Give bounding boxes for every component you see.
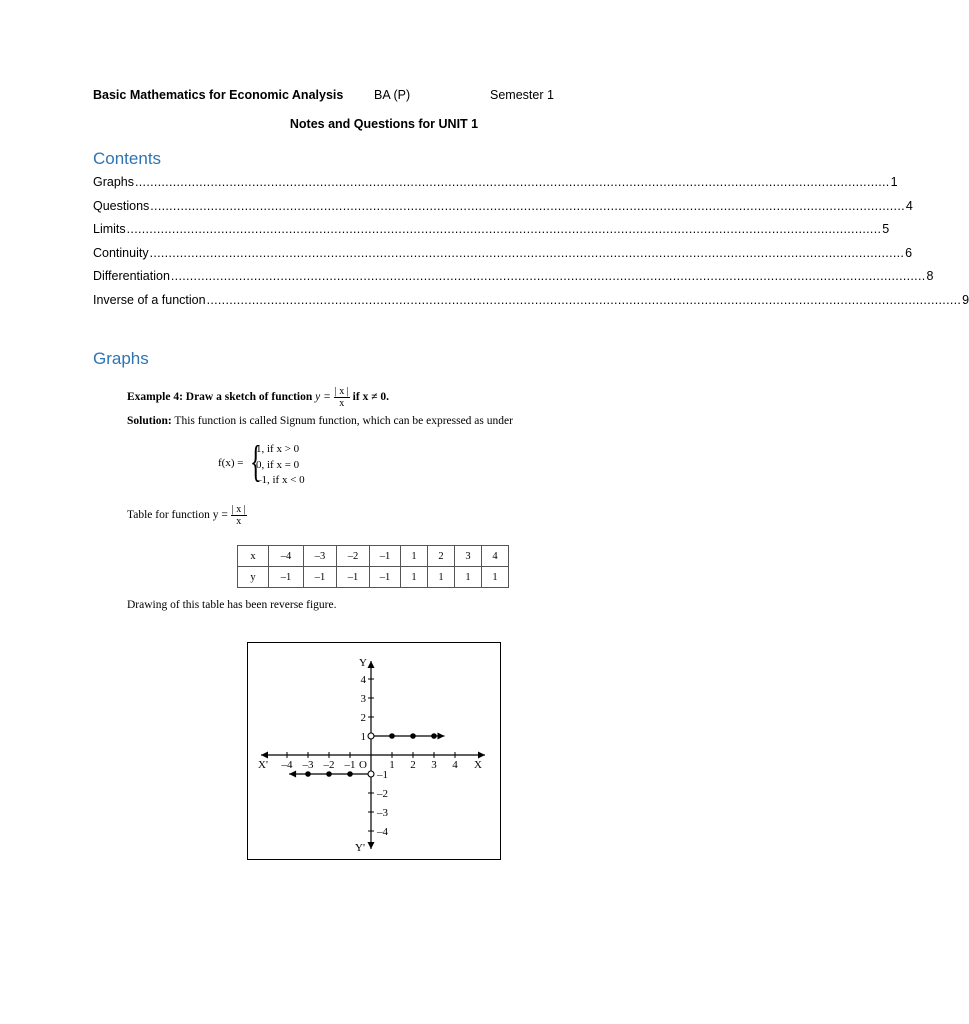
table-cell: –1 — [304, 567, 337, 588]
toc-label[interactable]: Continuity — [93, 245, 149, 260]
signum-graph — [248, 643, 500, 859]
document-subtitle: Notes and Questions for UNIT 1 — [289, 117, 479, 131]
table-cell: –1 — [370, 567, 401, 588]
toc-page[interactable]: 4 — [905, 198, 913, 213]
case-negative: –1, if x < 0 — [256, 474, 305, 486]
toc-page[interactable]: 1 — [890, 175, 898, 189]
brace-glyph: { — [250, 437, 262, 486]
open-point — [368, 771, 374, 777]
toc-page[interactable]: 5 — [882, 222, 890, 237]
fraction-numerator: | x | — [231, 504, 246, 515]
y-equals: y = — [315, 391, 331, 404]
solution-label: Solution: — [127, 415, 172, 427]
table-cell: 1 — [401, 567, 428, 588]
toc-entry-questions[interactable] — [93, 198, 913, 223]
data-point — [410, 733, 416, 739]
table-cell: 1 — [401, 546, 428, 567]
table-row-x — [238, 546, 509, 567]
table-cell: 1 — [482, 567, 509, 588]
x-tick-label: –3 — [302, 759, 314, 771]
table-caption-fraction — [231, 504, 247, 527]
case-zero: 0, if x = 0 — [256, 458, 300, 471]
x-axis-neg-label: X' — [258, 759, 268, 771]
x-tick-label: 3 — [431, 759, 437, 771]
y-axis-label: Y — [359, 657, 367, 669]
solution-text: This function is called Signum function, which can be expressed as under — [174, 415, 513, 427]
series-arrow — [438, 733, 445, 740]
table-header-x: x — [238, 546, 269, 567]
y-axis-neg-label: Y' — [355, 842, 365, 854]
example-statement — [127, 386, 389, 409]
data-point — [326, 771, 332, 777]
toc-leader: ........................................................................................................................................................................................................ — [126, 222, 882, 237]
toc-page[interactable]: 6 — [905, 245, 913, 260]
data-point — [347, 771, 353, 777]
data-point — [305, 771, 311, 777]
origin-label: O — [359, 759, 367, 771]
series-arrow — [289, 771, 296, 778]
x-tick-label: 1 — [389, 759, 395, 771]
open-point — [368, 733, 374, 739]
toc-page[interactable]: 8 — [926, 269, 934, 284]
toc-entry-limits[interactable] — [93, 222, 890, 246]
table-cell: –1 — [370, 546, 401, 567]
table-cell: 1 — [455, 567, 482, 588]
table-caption — [127, 504, 247, 527]
table-cell: –3 — [304, 546, 337, 567]
example-condition: if x ≠ 0. — [352, 391, 390, 404]
data-point — [389, 733, 395, 739]
table-cell: 2 — [428, 546, 455, 567]
table-cell: –2 — [337, 546, 370, 567]
case-positive: 1, if x > 0 — [256, 443, 300, 455]
signum-graph-figure — [247, 642, 501, 860]
x-axis-label: X — [474, 759, 482, 771]
data-point — [431, 733, 437, 739]
toc-leader: ........................................................................................................................................................................................................ — [135, 175, 890, 189]
toc-entry-graphs[interactable] — [93, 175, 898, 199]
toc-page[interactable]: 9 — [962, 292, 969, 307]
table-of-contents — [93, 175, 969, 317]
y-tick-label: –1 — [377, 769, 388, 781]
table-header-y: y — [238, 567, 269, 588]
graphs-heading: Graphs — [93, 349, 149, 368]
table-cell: 4 — [482, 546, 509, 567]
y-tick-label: –2 — [377, 788, 388, 800]
toc-label[interactable]: Limits — [93, 222, 126, 237]
fraction-denominator: x — [339, 398, 345, 409]
toc-entry-inverse[interactable] — [93, 292, 969, 317]
y-tick-label: 1 — [360, 731, 366, 743]
x-tick-label: –4 — [281, 759, 293, 771]
contents-heading: Contents — [93, 149, 162, 168]
example-label: Example 4: Draw a sketch of function — [127, 391, 313, 404]
y-tick-label: –4 — [377, 826, 388, 838]
fraction-denominator: x — [236, 516, 242, 527]
course-title: Basic Mathematics for Economic Analysis — [93, 88, 344, 102]
fx-label: f(x) = — [218, 457, 244, 469]
toc-leader: ........................................................................................................................................................................................................ — [150, 198, 905, 213]
toc-label[interactable]: Inverse of a function — [93, 292, 206, 307]
abs-x-over-x-fraction — [334, 386, 350, 409]
y-tick-label: 2 — [360, 712, 366, 724]
y-axis-arrow-down — [368, 842, 375, 849]
toc-leader: ........................................................................................................................................................................................................ — [149, 245, 905, 260]
toc-label[interactable]: Differentiation — [93, 269, 170, 284]
x-tick-label: –1 — [344, 759, 356, 771]
toc-label[interactable]: Questions — [93, 198, 150, 213]
piecewise-cases — [256, 442, 305, 489]
x-axis-arrow-left — [261, 752, 268, 759]
toc-leader: ........................................................................................................................................................................................................ — [206, 292, 962, 307]
y-tick-label: 4 — [360, 674, 366, 686]
x-tick-label: 4 — [452, 759, 458, 771]
table-cell: –1 — [269, 567, 304, 588]
toc-entry-differentiation[interactable] — [93, 269, 934, 293]
fraction-numerator: | x | — [334, 386, 349, 397]
table-row-y — [238, 567, 509, 588]
y-tick-label: 3 — [360, 693, 366, 705]
solution-paragraph — [127, 415, 513, 427]
y-tick-label: –3 — [377, 807, 388, 819]
toc-leader: ........................................................................................................................................................................................................ — [170, 269, 926, 284]
table-caption-text: Table for function y = — [127, 509, 228, 522]
x-tick-label: 2 — [410, 759, 416, 771]
toc-entry-continuity[interactable] — [93, 245, 913, 270]
table-cell: 3 — [455, 546, 482, 567]
table-cell: –4 — [269, 546, 304, 567]
table-cell: –1 — [337, 567, 370, 588]
x-axis-arrow-right — [478, 752, 485, 759]
toc-label[interactable]: Graphs — [93, 175, 134, 189]
values-table — [237, 545, 509, 588]
table-cell: 1 — [428, 567, 455, 588]
programme-label: BA (P) — [374, 88, 411, 102]
y-axis-arrow-up — [368, 661, 375, 668]
drawing-note: Drawing of this table has been reverse figure. — [127, 599, 337, 611]
x-tick-label: –2 — [323, 759, 335, 771]
semester-label: Semester 1 — [490, 88, 554, 102]
